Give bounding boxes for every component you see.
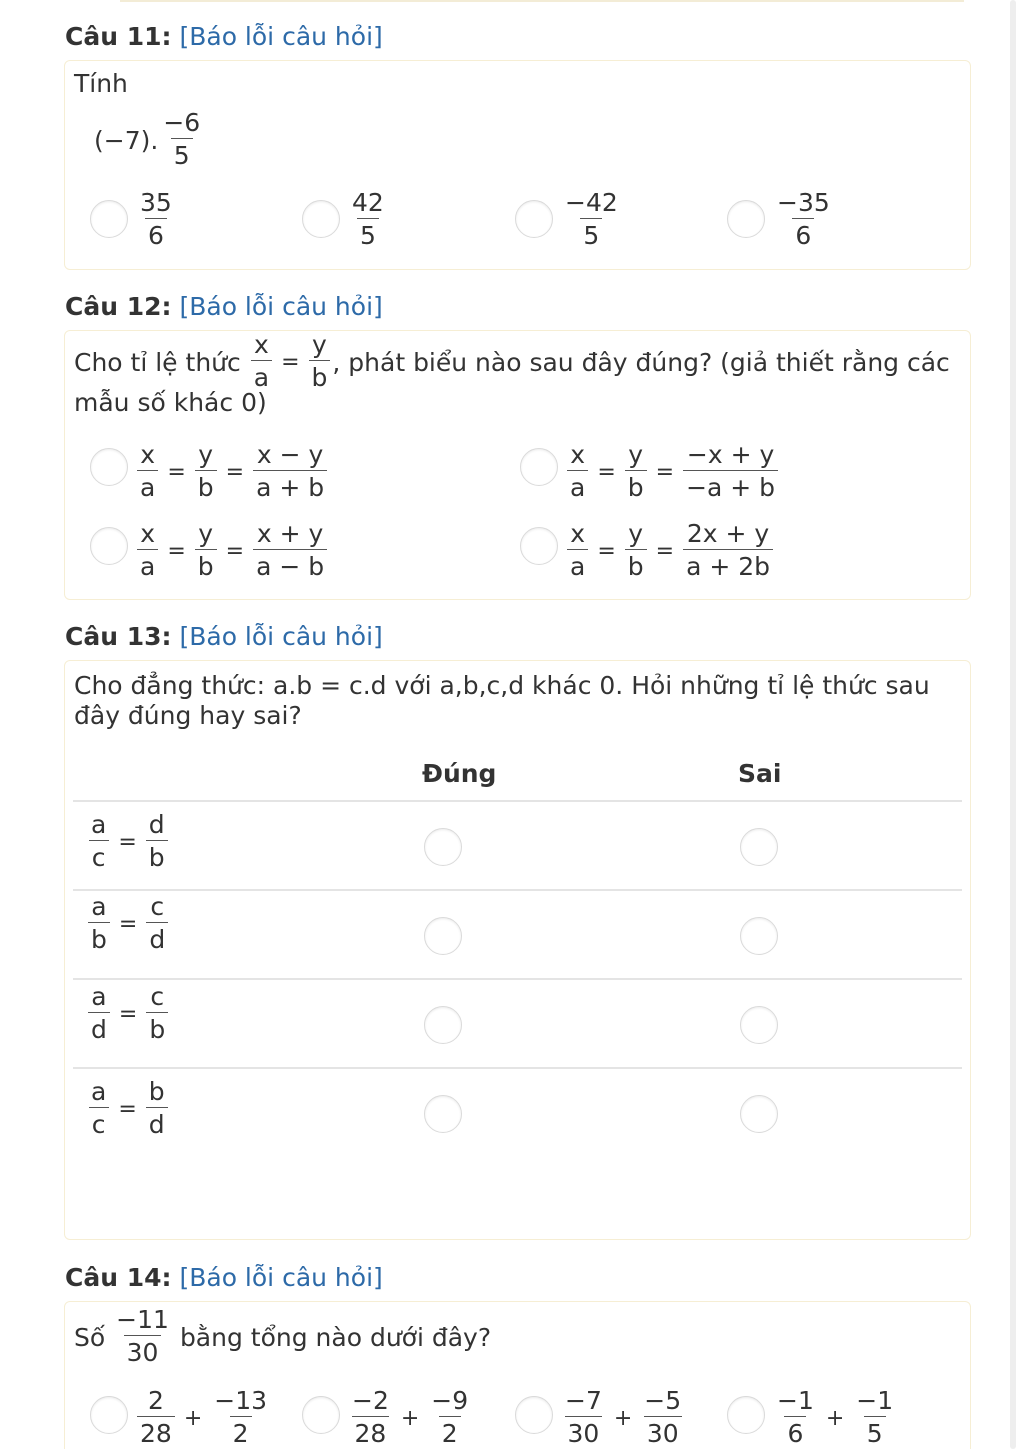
fraction bbox=[349, 188, 387, 253]
q14-option-d bbox=[772, 1386, 898, 1449]
numerator: −7 bbox=[565, 1386, 602, 1415]
report-question-link[interactable]: [Báo lỗi câu hỏi] bbox=[179, 292, 383, 321]
equals-sign: = bbox=[597, 539, 616, 564]
equals-sign: = bbox=[118, 1002, 138, 1027]
fraction bbox=[567, 440, 588, 505]
fraction bbox=[774, 1386, 817, 1449]
numerator: x bbox=[254, 330, 269, 359]
fraction bbox=[88, 810, 109, 875]
column-header-true: Đúng bbox=[422, 759, 497, 788]
table-row-1-statement bbox=[86, 810, 170, 875]
denominator: 6 bbox=[145, 218, 167, 253]
denominator: 5 bbox=[357, 218, 379, 253]
scrollbar[interactable] bbox=[1010, 0, 1016, 1449]
denominator: a bbox=[567, 549, 588, 584]
fraction bbox=[113, 1305, 172, 1370]
denominator: 30 bbox=[124, 1335, 162, 1370]
q12-option-c-radio[interactable] bbox=[90, 527, 128, 565]
fraction bbox=[625, 519, 647, 584]
q12-option-d bbox=[565, 519, 775, 584]
fraction bbox=[88, 1077, 109, 1142]
q14-option-c-radio[interactable] bbox=[515, 1396, 553, 1434]
denominator: a bbox=[567, 470, 588, 505]
denominator: c bbox=[89, 1107, 109, 1142]
fraction bbox=[88, 892, 110, 957]
numerator: c bbox=[150, 982, 165, 1011]
question-12-prompt-line2: mẫu số khác 0) bbox=[74, 388, 267, 417]
fraction bbox=[146, 982, 168, 1047]
q11-option-a-radio[interactable] bbox=[90, 200, 128, 238]
q14-option-b bbox=[347, 1386, 473, 1449]
q11-option-d-radio[interactable] bbox=[727, 200, 765, 238]
table-divider bbox=[73, 1067, 962, 1069]
fraction bbox=[774, 188, 833, 253]
fraction bbox=[683, 519, 773, 584]
denominator: 2 bbox=[230, 1416, 252, 1449]
question-13-prompt-line2: đây đúng hay sai? bbox=[74, 701, 302, 730]
numerator: −11 bbox=[116, 1305, 169, 1334]
q14-option-a-radio[interactable] bbox=[90, 1396, 128, 1434]
row-3-true-radio[interactable] bbox=[424, 1006, 462, 1044]
equals-sign: = bbox=[167, 539, 186, 564]
fraction bbox=[683, 440, 778, 505]
q11-option-b-radio[interactable] bbox=[302, 200, 340, 238]
q12-option-b-radio[interactable] bbox=[520, 448, 558, 486]
fraction bbox=[195, 440, 217, 505]
table-divider bbox=[73, 889, 962, 891]
question-13-prompt-line1: Cho đẳng thức: a.b = c.d với a,b,c,d khác 0. Hỏi những tỉ lệ thức sau bbox=[74, 671, 930, 700]
question-11-header bbox=[65, 22, 383, 52]
report-question-link[interactable]: [Báo lỗi câu hỏi] bbox=[179, 22, 383, 51]
fraction bbox=[137, 440, 158, 505]
row-1-true-radio[interactable] bbox=[424, 828, 462, 866]
equals-sign: = bbox=[655, 539, 675, 564]
fraction bbox=[562, 1386, 605, 1449]
denominator: b bbox=[309, 360, 331, 395]
expr-prefix: (−7). bbox=[94, 126, 159, 155]
q12-option-a-radio[interactable] bbox=[90, 448, 128, 486]
denominator: d bbox=[146, 1107, 168, 1142]
numerator: x bbox=[570, 519, 586, 548]
numerator: 2x + y bbox=[686, 519, 770, 548]
q12-option-b bbox=[565, 440, 780, 505]
column-header-false: Sai bbox=[738, 759, 782, 788]
equals-sign: = bbox=[118, 1097, 137, 1122]
equals-sign: = bbox=[281, 350, 300, 375]
report-question-link[interactable]: [Báo lỗi câu hỏi] bbox=[179, 622, 383, 651]
question-13-card bbox=[64, 660, 971, 1240]
q11-option-c-radio[interactable] bbox=[515, 200, 553, 238]
denominator: a bbox=[137, 549, 158, 584]
row-3-false-radio[interactable] bbox=[740, 1006, 778, 1044]
fraction bbox=[309, 330, 331, 395]
denominator: a + b bbox=[253, 470, 327, 505]
numerator: 42 bbox=[352, 188, 384, 217]
fraction bbox=[88, 982, 110, 1047]
fraction bbox=[253, 519, 327, 584]
denominator: b bbox=[88, 922, 110, 957]
numerator: 2 bbox=[147, 1386, 164, 1415]
denominator: 5 bbox=[171, 138, 193, 173]
numerator: x bbox=[140, 519, 156, 548]
denominator: 5 bbox=[580, 218, 602, 253]
row-2-false-radio[interactable] bbox=[740, 917, 778, 955]
numerator: a bbox=[91, 810, 107, 839]
question-12-label: Câu 12: bbox=[65, 292, 172, 321]
table-row-2-statement bbox=[86, 892, 170, 957]
numerator: y bbox=[198, 519, 214, 548]
denominator: b bbox=[625, 549, 647, 584]
question-14-prompt bbox=[74, 1305, 491, 1370]
equals-sign: = bbox=[167, 460, 186, 485]
table-row-4-statement bbox=[86, 1077, 170, 1142]
denominator: 6 bbox=[784, 1416, 806, 1449]
numerator: −9 bbox=[431, 1386, 469, 1415]
denominator: 30 bbox=[644, 1416, 682, 1449]
row-1-false-radio[interactable] bbox=[740, 828, 778, 866]
fraction bbox=[428, 1386, 471, 1449]
fraction bbox=[137, 519, 158, 584]
fraction bbox=[567, 519, 588, 584]
numerator: 35 bbox=[140, 188, 172, 217]
fraction bbox=[349, 1386, 392, 1449]
table-divider bbox=[73, 800, 962, 802]
equals-sign: = bbox=[597, 460, 616, 485]
numerator: −1 bbox=[856, 1386, 894, 1415]
q11-option-b bbox=[347, 188, 389, 253]
q14-option-b-radio[interactable] bbox=[302, 1396, 340, 1434]
numerator: x bbox=[140, 440, 156, 469]
q12-option-d-radio[interactable] bbox=[520, 527, 558, 565]
numerator: a bbox=[91, 1077, 107, 1106]
fraction bbox=[195, 519, 217, 584]
row-4-true-radio[interactable] bbox=[424, 1095, 462, 1133]
plus-sign: + bbox=[400, 1406, 420, 1431]
question-11-label: Câu 11: bbox=[65, 22, 172, 51]
numerator: −35 bbox=[777, 188, 830, 217]
question-12-header bbox=[65, 292, 383, 322]
question-14-label: Câu 14: bbox=[65, 1263, 172, 1292]
prompt-text: bằng tổng nào dưới đây? bbox=[179, 1323, 492, 1352]
denominator: 28 bbox=[137, 1416, 175, 1449]
numerator: d bbox=[148, 810, 165, 839]
denominator: 30 bbox=[565, 1416, 603, 1449]
denominator: b bbox=[625, 470, 647, 505]
denominator: 6 bbox=[792, 218, 814, 253]
denominator: b bbox=[146, 840, 168, 875]
denominator: 2 bbox=[439, 1416, 461, 1449]
q12-option-a bbox=[135, 440, 329, 505]
plus-sign: + bbox=[613, 1406, 633, 1431]
denominator: −a + b bbox=[683, 470, 778, 505]
numerator: −2 bbox=[352, 1386, 389, 1415]
fraction bbox=[146, 892, 168, 957]
question-14-header bbox=[65, 1263, 383, 1293]
denominator: a bbox=[251, 360, 272, 395]
numerator: a bbox=[91, 982, 107, 1011]
prompt-text: Số bbox=[74, 1323, 106, 1352]
fraction bbox=[137, 188, 175, 253]
row-4-false-radio[interactable] bbox=[740, 1095, 778, 1133]
fraction bbox=[211, 1386, 270, 1449]
denominator: c bbox=[89, 840, 109, 875]
numerator: c bbox=[150, 892, 165, 921]
row-2-true-radio[interactable] bbox=[424, 917, 462, 955]
numerator: −42 bbox=[565, 188, 618, 217]
numerator: y bbox=[198, 440, 214, 469]
equals-sign: = bbox=[225, 539, 245, 564]
plus-sign: + bbox=[183, 1406, 203, 1431]
denominator: a + 2b bbox=[683, 549, 773, 584]
question-11-prompt: Tính bbox=[74, 69, 128, 98]
q14-option-a bbox=[135, 1386, 272, 1449]
fraction bbox=[625, 440, 647, 505]
denominator: d bbox=[88, 1012, 110, 1047]
fraction bbox=[562, 188, 621, 253]
fraction bbox=[160, 108, 203, 173]
fraction bbox=[251, 330, 272, 395]
fraction bbox=[253, 440, 327, 505]
equals-sign: = bbox=[655, 460, 675, 485]
numerator: −5 bbox=[644, 1386, 682, 1415]
fraction bbox=[641, 1386, 684, 1449]
numerator: −13 bbox=[214, 1386, 268, 1415]
denominator: b bbox=[195, 549, 217, 584]
fraction bbox=[137, 1386, 175, 1449]
numerator: y bbox=[312, 330, 327, 359]
question-13-label: Câu 13: bbox=[65, 622, 172, 651]
prompt-text: , phát biểu nào sau đây đúng? (giả thiết rằng các bbox=[332, 348, 950, 377]
numerator: −6 bbox=[163, 108, 201, 137]
denominator: 28 bbox=[352, 1416, 390, 1449]
top-divider bbox=[120, 0, 964, 2]
fraction bbox=[146, 810, 168, 875]
numerator: x − y bbox=[256, 440, 324, 469]
fraction bbox=[853, 1386, 896, 1449]
question-13-header bbox=[65, 622, 383, 652]
report-question-link[interactable]: [Báo lỗi câu hỏi] bbox=[179, 1263, 383, 1292]
q14-option-d-radio[interactable] bbox=[727, 1396, 765, 1434]
denominator: b bbox=[146, 1012, 168, 1047]
denominator: a − b bbox=[253, 549, 327, 584]
question-12-prompt bbox=[74, 330, 950, 395]
equals-sign: = bbox=[118, 912, 138, 937]
q12-option-c bbox=[135, 519, 329, 584]
numerator: x + y bbox=[256, 519, 324, 548]
numerator: x bbox=[570, 440, 586, 469]
plus-sign: + bbox=[825, 1406, 845, 1431]
denominator: d bbox=[146, 922, 168, 957]
numerator: b bbox=[148, 1077, 165, 1106]
question-11-expression bbox=[94, 108, 205, 173]
q11-option-a bbox=[135, 188, 177, 253]
numerator: y bbox=[628, 519, 644, 548]
numerator: −x + y bbox=[686, 440, 775, 469]
q14-option-c bbox=[560, 1386, 686, 1449]
numerator: a bbox=[91, 892, 107, 921]
prompt-text: Cho tỉ lệ thức bbox=[74, 348, 241, 377]
denominator: a bbox=[137, 470, 158, 505]
table-row-3-statement bbox=[86, 982, 170, 1047]
denominator: b bbox=[195, 470, 217, 505]
q11-option-c bbox=[560, 188, 623, 253]
denominator: 5 bbox=[864, 1416, 886, 1449]
table-divider bbox=[73, 978, 962, 980]
numerator: −1 bbox=[777, 1386, 814, 1415]
equals-sign: = bbox=[118, 830, 137, 855]
equals-sign: = bbox=[225, 460, 245, 485]
q11-option-d bbox=[772, 188, 835, 253]
fraction bbox=[146, 1077, 168, 1142]
numerator: y bbox=[628, 440, 644, 469]
